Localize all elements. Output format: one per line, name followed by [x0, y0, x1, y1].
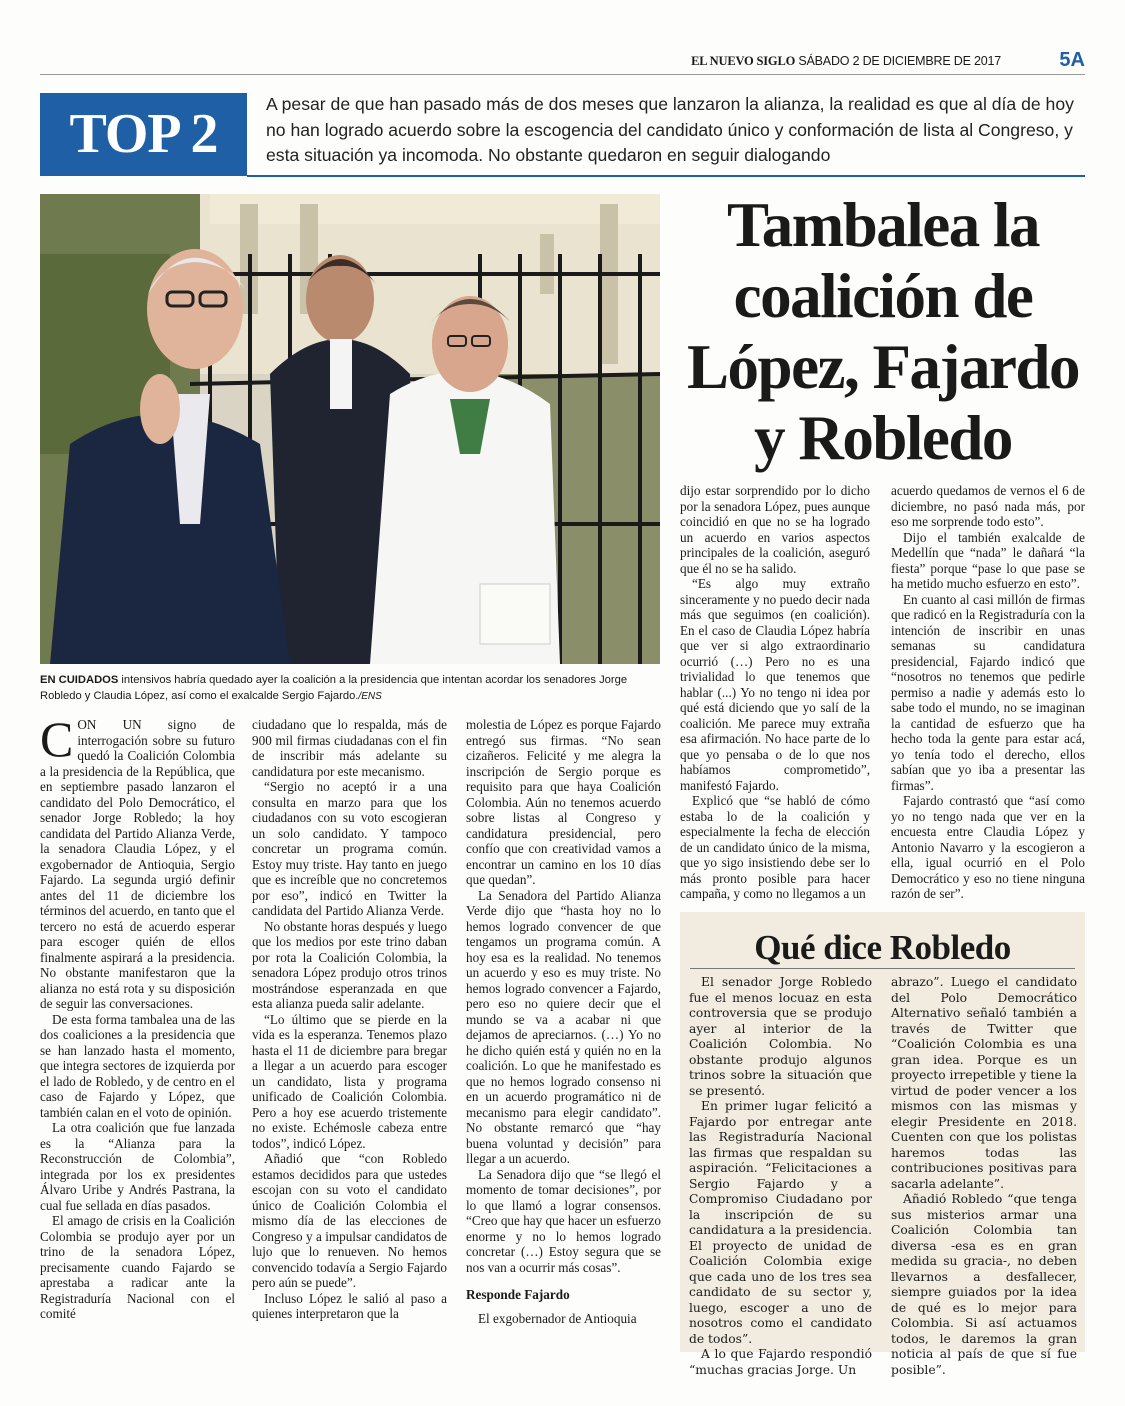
article-paragraph: En cuanto al casi millón de firmas que radicó en la Registraduría con la intención de inscribir en unas semanas su candidatura presidencial, Fajardo indicó que “nosotros no tenemos que pedirle permiso a nadie y además esto lo sabe todo el mundo, no se imaginan la cantidad de esfuerzo que ha hecho toda la gente para estar acá, yo tenía todo el derecho, ellos sabían que yo iba a presentar las firmas”. — [891, 591, 1085, 793]
section-lead: A pesar de que han pasado más de dos meses que lanzaron la alianza, la realidad es que al día de hoy no han logrado acuerdo sobre la escogencia del candidato único y conformación de lista al Congreso, y esta situación ya incomoda. No obstante quedaron en seguir dialogando — [266, 94, 1074, 165]
masthead — [691, 52, 1001, 70]
article-paragraph: El exgobernador de Antioquia — [478, 1310, 637, 1326]
headline: Tambalea la coalición de López, Fajardo y Robledo — [687, 190, 1079, 473]
photo-caption — [40, 673, 660, 704]
article-paragraph: Añadió que “con Robledo estamos decididos para que ustedes escojan con su voto el candidato único de Coalición Colombia el mismo día de las elecciones de Congreso y a impulsar candidatos de lujo que lo renueven. No hemos convencido todavía a Sergio Fajardo pero aún se puede”. — [252, 1151, 447, 1290]
sidebar-column-1 — [689, 975, 872, 1378]
article-column-3 — [466, 717, 661, 1326]
sidebar-paragraph: El senador Jorge Robledo fue el menos locuaz en esta controversia que se produjo ayer al interior de la Coalición Colombia. No obstante produjo algunos trinos sobre la situación que se presentó. — [689, 975, 872, 1098]
article-paragraph: La Senadora del Partido Alianza Verde dijo que “hasta hoy no lo hemos logrado convencer de que tengamos un programa común. A hoy esa es la realidad. No tenemos un acuerdo y eso es muy triste. No hemos logrado convencer a Fajardo, pero eso no quiere decir que el mundo se va a acabar ni que dejamos de apreciarnos. (…) Yo no he dicho quién está y quién no en la coalición. Lo que he manifestado es que no hemos logrado consenso ni en un acuerdo programático ni de mecanismo para elegir candidato”. No obstante remarcó que “hay buena voluntad y decisión” para llegar a un acuerdo. — [466, 887, 661, 1166]
page-header — [40, 49, 1085, 75]
article-paragraph: acuerdo quedamos de vernos el 6 de diciembre, no pasó nada más, por eso me sorprende todo esto”. — [891, 483, 1085, 529]
article-paragraph: “Es algo muy extraño sinceramente y no puedo decir nada más que seguimos (en coalición). En el caso de Claudia López habría que ver si algo extraordinario ocurrió (…) Pero no es una trivialidad lo que tenemos que hablar (...) Yo no tengo ni idea por qué está diciendo que yo salí de la coalición. Me parece muy extraña esa afirmación. No hace parte de lo que yo pensaba o de lo que nos habíamos comprometido”, manifestó Fajardo. — [680, 576, 870, 793]
article-column-1 — [40, 711, 235, 1322]
sidebar-paragraph: Añadió Robledo “que tenga sus misterios armar una Coalición Colombia tan diversa -esa es en gran medida su gracia-, no deben llevarnos a desfallecer, siempre guiados por la idea de qué es lo mejor para Colombia. Si así actuamos todos, le daremos la gran noticia al país de que sí fue posible”. — [891, 1192, 1077, 1377]
article-paragraph: No obstante horas después y luego que los medios por este trino daban por rota la Coalición Colombia, la senadora López produjo otros trinos mostrándose esperanzada en que esta alianza pueda salir adelante. — [252, 918, 447, 1011]
article-paragraph: CON UN signo de interrogación sobre su futuro quedó la Coalición Colombia a la presidencia de la República, que en septiembre pasado lanzaron el candidato del Polo Democrático, el senador Jorge Robledo; la hoy candidata del Partido Alianza Verde, la senadora Claudia López, y el exgobernador de Antioquia, Sergio Fajardo. La segunda urgió definir antes del 11 de diciembre los términos del acuerdo, en tanto que el tercero no está de acuerdo esperar para escoger quién de ellos finalmente aspirará a la presidencia. No obstante manifestaron que la alianza no está rota y su disposición de seguir las conversaciones. — [40, 711, 235, 1011]
photo-illustration — [40, 194, 660, 664]
sidebar-paragraph: En primer lugar felicitó a Fajardo por entregar ante las Registraduría Nacional las firmas que respaldan su aspiración. “Felicitaciones a Sergio Fajardo y a Compromiso Ciudadano por la inscripción de su candidatura a la presidencia. El proyecto de unidad de Coalición Colombia exige que cada uno de los tres sea candidato de su sector y, luego, escoger a uno de nosotros como el candidato de todos”. — [689, 1099, 872, 1346]
divider — [690, 968, 1075, 969]
article-paragraph: Incluso López le salió al paso a quienes interpretaron que la — [252, 1290, 447, 1321]
article-paragraph: De esta forma tambalea una de las dos coaliciones a la presidencia que se han lanzado hasta el momento, que integra sectores de izquierda por el lado de Robledo, y de centro en el caso de Fajardo y López, que también calan en el voto de opinión. — [40, 1011, 235, 1120]
sidebar-title: Qué dice Robledo — [754, 928, 1011, 967]
subhead: Responde Fajardo — [466, 1287, 570, 1302]
article-paragraph: La otra coalición que fue lanzada es la “Alianza para la Reconstrucción de Colombia”, integrada por los ex presidentes Álvaro Uribe y Andrés Pastrana, la cual fue sellada en días pasados. — [40, 1120, 235, 1213]
article-paragraph: dijo estar sorprendido por lo dicho por la senadora López, pues aunque coincidió en que no se ha logrado un acuerdo en varios aspectos principales de la coalición, aseguró que él no se ha salido. — [680, 483, 870, 576]
sidebar-column-2 — [891, 975, 1077, 1378]
article-paragraph: Fajardo contrastó que “así como yo no tengo nada que ver en la encuesta entre Claudia López y Antonio Navarro y la escogieron a ella, igual ocurrió en el Polo Democrático y eso no tiene ninguna razón de ser”. — [891, 793, 1085, 901]
divider — [247, 175, 1085, 177]
drop-cap: C — [40, 711, 74, 767]
photo-credit: /ENS — [358, 690, 382, 702]
article-paragraph: ciudadano que lo respalda, más de 900 mil firmas ciudadanas con el fin de inscribir más adelante su candidatura por este mecanismo. — [252, 717, 447, 779]
article-column-2 — [252, 717, 447, 1322]
article-paragraph: La Senadora dijo que “se llegó el momento de tomar decisiones”, por lo que llamó a lograr consensos. “Creo que hay que hacer un esfuerzo enorme y no lo hemos logrado concretar (…) Estoy segura que se nos van a ocurrir más cosas”. — [466, 1166, 661, 1275]
article-paragraph: molestia de López es porque Fajardo entregó sus firmas. “No sean cizañeros. Felicité y me alegra la inscripción de Sergio porque es requisito para que haya Coalición Colombia. Aún no tenemos acuerdo sobre listas al Congreso y candidatura presidencial, pero confío que con creatividad vamos a encontrar un camino en los 10 días que quedan”. — [466, 717, 661, 887]
caption-lead: EN CUIDADOS — [40, 674, 119, 686]
page-number: 5A — [1059, 49, 1085, 71]
sidebar-paragraph: A lo que Fajardo respondió “muchas gracias Jorge. Un — [689, 1347, 872, 1377]
sidebar-paragraph: abrazo”. Luego el candidato del Polo Democrático Alternativo señaló también a través de Twitter que “Coalición Colombia es una gran idea. Porque es un proyecto irrepetible y tiene la virtud de poder vencer a los mismos con las mismas y elegir Presidente en 2018. Cuenten con que los polistas haremos todas las contribuciones positivas para sacarla adelante”. — [891, 975, 1077, 1191]
caption-text: intensivos habría quedado ayer la coalición a la presidencia que intentan acordar los senadores Jorge Robledo y Claudia López, así como el exalcalde Sergio Fajardo. — [40, 674, 628, 702]
news-photo — [40, 194, 660, 664]
article-paragraph: “Lo último que se pierde en la vida es la esperanza. Tenemos plazo hasta el 11 de diciembre para bregar a llegar a un acuerdo para escoger un candidato, lista y programa unificado de Coalición Colombia. Pero a hoy ese acuerdo tristemente no existe. Echémosle cabeza entre todos”, indicó López. — [252, 1011, 447, 1151]
section-badge: TOP 2 — [40, 93, 247, 176]
article-column-5 — [891, 483, 1085, 902]
article-column-4 — [680, 483, 870, 902]
article-paragraph: Explicó que “se habló de cómo estaba lo de la coalición y especialmente la fecha de elección de un candidato único de la misma, que yo sigo insistiendo debe ser lo más pronto posible para hacer campaña, y como no llegamos a un — [680, 793, 870, 901]
article-paragraph: El amago de crisis en la Coalición Colombia se produjo ayer por un trino de la senadora López, precisamente cuando Fajardo se aprestaba a radicar ante la Registraduría Nacional con el comité — [40, 1213, 235, 1321]
article-paragraph: Dijo el también exalcalde de Medellín que “nada” le dañará “la fiesta” porque “pase lo que pase se ha metido mucho esfuerzo en esto”. — [891, 529, 1085, 591]
issue-date: SÁBADO 2 DE DICIEMBRE DE 2017 — [798, 54, 1001, 68]
article-paragraph: “Sergio no aceptó ir a una consulta en marzo para que los ciudadanos con su voto escogieran un solo candidato. Y tampoco concretar un programa común. Estoy muy triste. Hay tanto en juego que es increíble que no concretemos por eso”, indicó en Twitter la candidata del Partido Alianza Verde. — [252, 779, 447, 918]
paper-name: EL NUEVO SIGLO — [691, 54, 796, 68]
